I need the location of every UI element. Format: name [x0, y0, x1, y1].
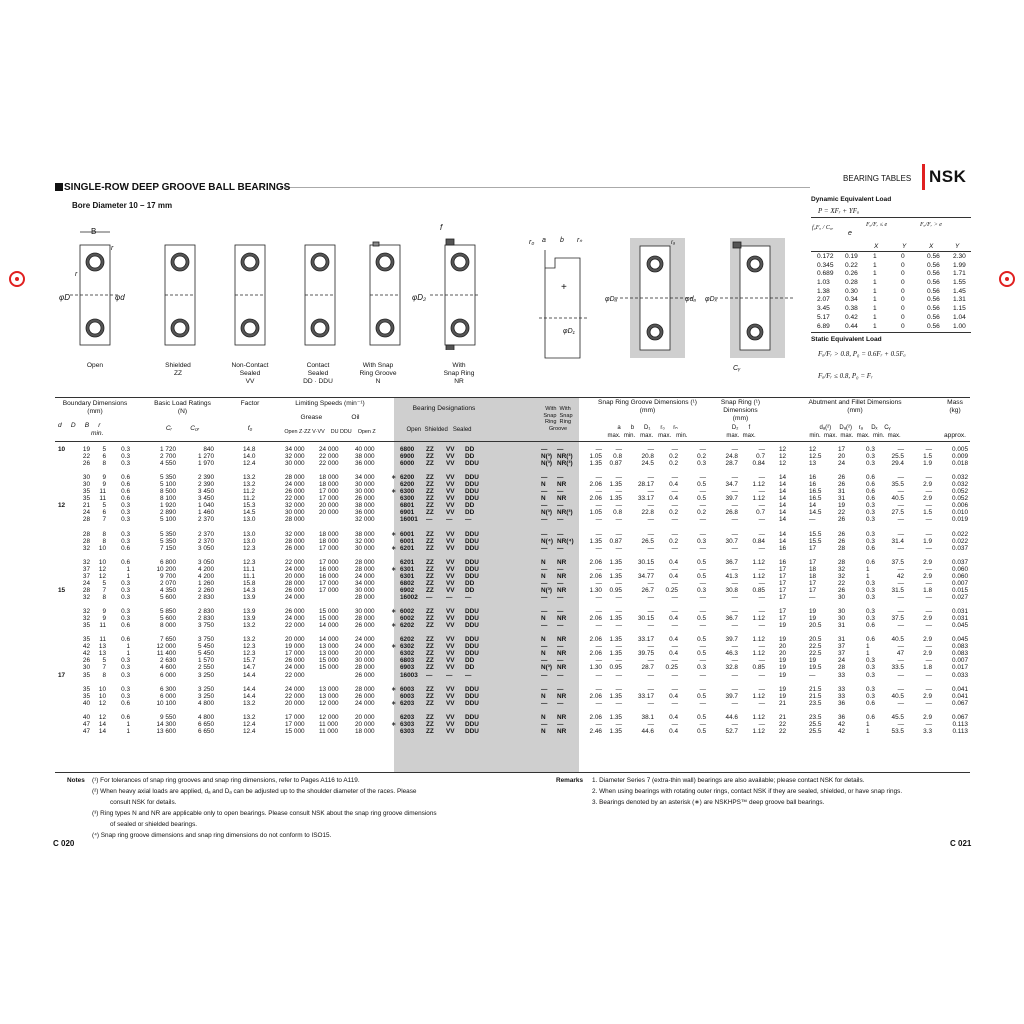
table-head-rule — [55, 441, 970, 442]
load-table-top-rule — [811, 217, 971, 218]
col-CY-max: — 1.5 1.9 — 2.9 — 2.9 — 1.5 — — 1.9 — 2.9 — 2.9 — 1.8 — — 2.9 — 2.9 — 2.9 — 1.8 — — 2.9 — 2.9 — 3.3 — [923, 446, 932, 735]
page-title: SINGLE-ROW DEEP GROOVE BALL BEARINGS — [64, 182, 291, 193]
col-outer-D: 19 22 26 30 30 35 35 21 24 28 28 28 32 32 37 37 24 28 32 32 32 35 35 42 42 26 30 35 35 35 40 40 47 47 — [82, 446, 90, 735]
load-factor-cell: 0.345 — [817, 261, 834, 269]
load-factor-cell: 1 — [873, 261, 877, 269]
hdr-speeds: Limiting Speeds (min⁻¹) — [295, 400, 365, 407]
load-factor-cell: 0.56 — [927, 270, 940, 278]
type-contact-name: Contact — [306, 362, 330, 369]
load-factor-cell: 1 — [873, 322, 877, 330]
static-load-formula-1: Fₐ/Fᵣ > 0.8, P₀ = 0.6Fᵣ + 0.5Fₐ — [818, 350, 906, 358]
load-col-e: e — [848, 230, 852, 237]
page-number-left: C 020 — [53, 839, 75, 848]
svg-text:B: B — [91, 227, 97, 236]
col-snap-N: — N(³) N(³) — N — N — N(³) — — N(⁴) — N — N — N(³) — — N — N — N — N(³) — — N — N — N — [541, 446, 554, 735]
load-factor-cell: 0 — [901, 279, 905, 287]
hdr-boundary: Boundary Dimensions (mm) — [62, 400, 128, 415]
col-groove-b: — 0.8 0.87 — 1.35 — 1.35 — 0.8 — — 0.87 — 1.35 — 1.35 — 0.95 — — 1.35 — 1.35 — 1.35 — 0.95 — — 1.35 — 1.35 — 1.35 — [609, 446, 622, 735]
type-label-snap-groove — [343, 362, 413, 386]
svg-text:φd: φd — [115, 293, 125, 302]
col-ra-max: 0.3 0.3 0.3 0.6 0.6 0.6 0.6 0.3 0.3 0.3 0.3 0.3 0.6 0.6 1 1 0.3 0.3 0.3 0.3 0.3 0.6 0.6 1 1 0.3 0.3 0.3 0.3 0.3 0.6 0.6 1 1 — [866, 446, 875, 735]
load-factor-cell: 1.99 — [953, 261, 966, 269]
dynamic-load-formula: P = XFᵣ + YFₐ — [818, 207, 860, 215]
load-factor-cell: 0 — [901, 253, 905, 260]
load-factor-cell: 0.22 — [845, 261, 858, 269]
groove-detail-drawing — [529, 237, 587, 358]
load-factor-cell: 2.30 — [953, 253, 966, 260]
svg-text:+: + — [561, 282, 567, 293]
load-factor-cell: 0.34 — [845, 296, 858, 304]
type-label-snap-ring — [424, 362, 494, 386]
load-factor-cell: 0.42 — [845, 313, 858, 321]
static-load-formula-2: Fₐ/Fᵣ ≤ 0.8, P₀ = Fᵣ — [818, 372, 873, 380]
load-factor-cell: 0.28 — [845, 279, 858, 287]
load-factor-cell: 0.56 — [927, 279, 940, 287]
svg-text:a: a — [542, 237, 546, 244]
svg-text:r: r — [75, 271, 78, 278]
groove-fillet-drawings — [525, 228, 810, 378]
load-factor-cell: 0.56 — [927, 322, 940, 330]
col-snap-NR: — NR(³) NR(³) — NR — NR — NR(³) — — NR(⁴) — NR — NR — NR — — NR — NR — NR — NR — — NR — NR — NR — [557, 446, 574, 735]
load-factor-cell: 1 — [873, 313, 877, 321]
type-label-noncontact — [215, 362, 285, 386]
hdr-factor: Factor — [240, 400, 260, 407]
remark-1: 1. Diameter Series 7 (extra-thin wall) bearings are also available; please contact NSK for details. — [592, 777, 865, 784]
load-col-le: Fₐ/Fᵣ ≤ e — [866, 222, 888, 228]
col-groove-rN: — 0.2 0.3 — 0.5 — 0.5 — 0.2 — — 0.3 — 0.5 — 0.5 — 0.3 — — 0.5 — 0.5 — 0.5 — 0.3 — — 0.5 — 0.5 — 0.5 — [697, 446, 706, 735]
load-factor-row — [811, 288, 971, 297]
noncontact-bearing-drawing — [235, 245, 265, 345]
load-factor-row — [811, 262, 971, 271]
note-4: (⁴) Snap ring groove dimensions and snap ring dimensions do not conform to ISO15. — [92, 832, 332, 839]
hdr-speeds-sub: Grease Oil — [300, 414, 360, 421]
svg-text:φD: φD — [59, 293, 70, 302]
col-speed-oil: 40 000 38 000 36 000 34 000 30 000 30 000 26 000 38 000 36 000 32 000 38 000 32 000 30 000 28 000 28 000 24 000 34 000 30 000 28 000 30 000 28 000 26 000 24 000 24 000 20 000 30 000 28 000 26 000 28 000 26 000 24 000 20 000 20 000 18 000 — [355, 446, 375, 735]
table-top-rule — [55, 397, 970, 398]
load-table-body — [811, 253, 971, 331]
open-bearing-drawing — [59, 227, 125, 345]
load-factor-cell: 0 — [901, 261, 905, 269]
static-load-title: Static Equivalent Load — [811, 336, 882, 343]
svg-text:φDₓ: φDₓ — [705, 296, 718, 303]
brand-logo: NSK — [929, 167, 967, 186]
load-factor-cell: 0.689 — [817, 270, 834, 278]
hdr-boundary-cols: d D B r min. — [58, 422, 104, 437]
title-square — [55, 183, 63, 191]
load-factor-cell: 1.71 — [953, 270, 966, 278]
bearing-type-drawings — [55, 220, 555, 350]
load-factor-cell: 1.15 — [953, 305, 966, 313]
type-label-shielded — [143, 362, 213, 378]
load-factor-cell: 1 — [873, 270, 877, 278]
note-3: (³) Ring types N and NR are applicable only to open bearings. Please consult NSK about the snap ring groove dimensions — [92, 810, 437, 817]
col-Cr: 1 720 2 700 4 550 5 350 5 100 8 500 8 100 1 920 2 890 5 100 5 350 5 350 7 150 6 800 10 200 9 700 2 070 4 350 5 600 5 850 5 600 8 000 7 650 12 000 11 400 2 630 4 600 6 000 6 300 6 000 10 100 9 550 14 300 13 600 — [156, 446, 176, 735]
load-factor-cell: 1.45 — [953, 287, 966, 295]
load-x2: X — [929, 243, 934, 250]
load-factor-cell: 0.56 — [927, 261, 940, 269]
col-snapring-f: — 0.7 0.84 — 1.12 — 1.12 — 0.7 — — 0.84 — 1.12 — 1.12 — 0.85 — — 1.12 — 1.12 — 1.12 — 0.85 — — 1.12 — 1.12 — 1.12 — [752, 446, 765, 735]
load-factor-cell: 0 — [901, 305, 905, 313]
load-factor-cell: 1.38 — [817, 287, 830, 295]
load-factor-cell: 1.00 — [953, 322, 966, 330]
load-factor-row — [811, 323, 971, 332]
load-table-head-rule — [811, 251, 971, 252]
col-snapring-D2: — 24.8 28.7 — 34.7 — 39.7 — 26.8 — — 30.7 — 36.7 — 41.3 — 30.8 — — 36.7 — 39.7 — 46.3 — 32.8 — — 39.7 — 44.6 — 52.7 — [725, 446, 738, 735]
svg-text:Cᵧ: Cᵧ — [733, 365, 741, 372]
load-factor-row — [811, 314, 971, 323]
load-y2: Y — [955, 243, 960, 250]
page-number-right: C 021 — [950, 839, 972, 848]
hdr-groove: Snap Ring Groove Dimensions (¹) (mm) — [598, 399, 697, 414]
note-1: (¹) For tolerances of snap ring grooves and snap ring dimensions, refer to Pages A116 to A119. — [92, 777, 360, 784]
note-2: (²) When heavy axial loads are applied, dₐ and Dₐ can be adjusted up to the shoulder diameter of the races. Please — [92, 788, 417, 795]
load-x1: X — [874, 243, 879, 250]
load-factor-cell: 3.45 — [817, 305, 830, 313]
load-factor-cell: 0 — [901, 270, 905, 278]
hdr-designation-cols: Open Shielded Sealed — [406, 427, 472, 433]
section-label: BEARING TABLES — [843, 174, 912, 183]
load-factor-cell: 1.04 — [953, 313, 966, 321]
load-factor-cell: 1 — [873, 296, 877, 304]
col-designation-open: 6800 6900 6000 6200 6200 6300 6300 6801 6901 16001 6001 6001 6201 6201 6301 6301 6802 6902 16002 6002 6002 6202 6202 6302 6302 6803 6903 16003 6003 6003 6203 6203 6303 6303 — [400, 446, 418, 735]
load-factor-cell: 5.17 — [817, 313, 830, 321]
abutment-drawing-2 — [705, 238, 795, 372]
load-factor-cell: 0.56 — [927, 305, 940, 313]
hdr-snapring-cols: D₂ f max. max. — [726, 425, 756, 439]
col-Cor: 840 1 270 1 970 2 390 2 390 3 450 3 450 1 040 1 460 2 370 2 370 2 370 3 050 3 050 4 200 4 200 1 260 2 260 2 830 2 830 2 830 3 750 3 750 5 450 5 450 1 570 2 550 3 250 3 250 3 250 4 800 4 800 6 650 6 650 — [198, 446, 214, 735]
col-speed-grease-du: 24 000 22 000 22 000 18 000 18 000 17 000 17 000 20 000 20 000 18 000 18 000 17 000 17 000 16 000 16 000 17 000 17 000 15 000 15 000 14 000 14 000 13 000 13 000 15 000 15 000 13 000 13 000 12 000 12 000 11 000 11 000 — [319, 446, 339, 735]
type-snapring-sub: Snap Ring NR — [443, 370, 475, 385]
col-da-min: 12 12 12 14 14 14 14 14 14 14 14 14 16 16 17 17 17 17 17 17 17 19 19 20 20 19 19 19 19 19 21 21 22 22 — [779, 446, 787, 735]
table-bottom-rule — [55, 772, 970, 773]
load-factor-cell: 1 — [873, 253, 877, 260]
svg-text:r: r — [111, 245, 114, 252]
col-designation-vv: VV VV VV VV VV VV VV VV VV — VV VV VV VV VV VV VV VV — VV VV VV VV VV VV VV VV — VV VV VV VV VV VV — [446, 446, 455, 735]
hdr-speeds-cols: Open Z·ZZ V·VV DU DDU Open Z — [284, 429, 376, 435]
brand-divider — [922, 164, 925, 190]
col-groove-a: — 1.05 1.35 — 2.06 — 2.06 — 1.05 — — 1.35 — 2.06 — 2.06 — 1.30 — — 2.06 — 2.06 — 2.06 — 1.30 — — 2.06 — 2.06 — 2.46 — [589, 446, 602, 735]
load-factor-cell: 1 — [873, 287, 877, 295]
load-factor-cell: 0.44 — [845, 322, 858, 330]
registration-mark-left — [9, 271, 25, 287]
load-table-bottom-rule — [811, 332, 971, 333]
load-factor-cell: 2.07 — [817, 296, 830, 304]
hdr-factor-col: f₀ — [247, 425, 253, 432]
load-factor-cell: 0 — [901, 322, 905, 330]
svg-text:φDₐ: φDₐ — [605, 296, 618, 303]
hdr-mass: Mass (kg) — [947, 399, 963, 414]
load-factor-cell: 0 — [901, 296, 905, 304]
col-designation-shielded: ZZ ZZ ZZ ZZ ZZ ZZ ZZ ZZ ZZ — ZZ ZZ ZZ ZZ ZZ ZZ ZZ ZZ — ZZ ZZ ZZ ZZ ZZ ZZ ZZ ZZ — ZZ ZZ ZZ ZZ ZZ ZZ — [426, 446, 434, 735]
load-factor-cell: 1.55 — [953, 279, 966, 287]
hdr-snap-cols: With With Snap Snap Ring Ring Groove — [543, 406, 573, 432]
hdr-fillet-cols: dₐ(²) Dₐ(²) rₐ Dₓ Cᵧ min. max. max. max. min. max. — [809, 425, 901, 439]
load-factor-cell: 0.38 — [845, 305, 858, 313]
remark-3: 3. Bearings denoted by an asterisk (∗) are NSKHPS™ deep groove ball bearings. — [592, 799, 825, 806]
col-groove-D1: — 20.8 24.5 — 28.17 — 33.17 — 22.8 — — 26.5 — 30.15 — 34.77 — 26.7 — — 30.15 — 33.17 — 39.75 — 28.7 — — 33.17 — 38.1 — 44.6 — [638, 446, 654, 735]
registration-mark-right — [999, 271, 1015, 287]
load-factor-row — [811, 270, 971, 279]
load-factor-cell: 1 — [873, 279, 877, 287]
type-open-name: Open — [86, 362, 104, 369]
header-rule — [280, 187, 810, 188]
col-DX-min: — 25.5 29.4 — 35.5 — 40.5 — 27.5 — — 31.4 — 37.5 — 42 — 31.5 — — 37.5 — 40.5 — 47 — 33.5 — — 40.5 — 45.5 — 53.5 — [891, 446, 904, 735]
load-factor-row — [811, 279, 971, 288]
bore-diameter-label: Bore Diameter 10 – 17 mm — [72, 201, 173, 210]
type-contact-sub: Sealed DD · DDU — [303, 370, 333, 385]
contact-bearing-drawing — [305, 245, 335, 345]
load-factor-row — [811, 305, 971, 314]
type-snapring-name: With — [452, 362, 466, 369]
hdr-snapring: Snap Ring (¹) Dimensions (mm) — [720, 399, 761, 422]
remark-2: 2. When using bearings with rotating outer rings, contact NSK if they are sealed, shielded, or have snap rings. — [592, 788, 903, 795]
load-col-gt: Fₐ/Fᵣ > e — [920, 222, 942, 228]
type-shielded-sub: ZZ — [173, 370, 183, 377]
load-factor-cell: 0.172 — [817, 253, 834, 260]
type-snapgroove-sub: Ring Groove N — [359, 370, 397, 385]
svg-text:φD₁: φD₁ — [563, 328, 575, 335]
dynamic-load-title: Dynamic Equivalent Load — [811, 196, 892, 203]
load-factor-cell: 0 — [901, 313, 905, 321]
load-factor-cell: 0.26 — [845, 270, 858, 278]
load-col-f0: f₀Fₐ / C₀ᵣ — [812, 225, 834, 231]
col-width-B: 5 6 8 9 9 11 11 5 6 7 8 8 10 10 12 12 5 7 8 9 9 11 11 13 13 5 7 8 10 10 12 12 14 14 — [98, 446, 106, 735]
load-factor-cell: 0.56 — [927, 296, 940, 304]
type-noncontact-name: Non-Contact — [231, 362, 269, 369]
load-factor-cell: 1.03 — [817, 279, 830, 287]
load-factor-cell: 1.31 — [953, 296, 966, 304]
svg-text:φdₐ: φdₐ — [685, 296, 696, 303]
load-factor-cell: 6.89 — [817, 322, 830, 330]
col-da-max: 12 12.5 13 16 16 16.5 16.5 14 14.5 — 15.5 15.5 17 17 18 18 17 17 — 19 19 20.5 20.5 22.5 22.5 19 19.5 — 21.5 21.5 23.5 23.5 25.5 25.5 — [809, 446, 822, 735]
svg-text:b: b — [560, 237, 564, 244]
load-factor-cell: 0 — [901, 287, 905, 295]
col-groove-r0: — 0.2 0.2 — 0.4 — 0.4 — 0.2 — — 0.2 — 0.4 — 0.4 — 0.25 — — 0.4 — 0.4 — 0.4 — 0.25 — — 0.4 — 0.4 — 0.4 — [665, 446, 678, 735]
note-2b: consult NSK for details. — [110, 799, 177, 806]
col-mass: 0.005 0.009 0.018 0.032 0.032 0.052 0.052 0.006 0.010 0.019 0.022 0.022 0.037 0.037 0.060 0.060 0.007 0.015 0.027 0.031 0.031 0.045 0.045 0.083 0.083 0.007 0.017 0.033 0.041 0.041 0.067 0.067 0.113 0.113 — [952, 446, 968, 735]
notes-label: Notes — [67, 777, 85, 784]
abutment-drawing-1 — [605, 238, 696, 358]
hdr-mass-col: approx. — [944, 432, 966, 439]
hdr-designations: Bearing Designations — [412, 405, 476, 412]
svg-text:rₐ: rₐ — [671, 240, 676, 246]
type-shielded-name: Shielded — [165, 362, 191, 369]
load-factor-cell: 0.19 — [845, 253, 858, 260]
type-snapgroove-name: With Snap — [362, 362, 394, 369]
svg-text:f: f — [440, 223, 443, 232]
load-factor-cell: 0.30 — [845, 287, 858, 295]
type-noncontact-sub: Sealed VV — [239, 370, 261, 385]
load-factor-row — [811, 296, 971, 305]
load-factor-cell: 0.56 — [927, 313, 940, 321]
col-designation-dd: DD DD DDU DDU DDU DDU DDU DD DD — DDU DDU DDU DDU DDU DDU DD DD — DDU DDU DDU DDU DDU DDU DD DD — DDU DDU DDU DDU DDU DDU — [465, 446, 479, 735]
col-asterisk: ∗ ∗ ∗ ∗ ∗ ∗ ∗ ∗ ∗ ∗ ∗ — [391, 474, 397, 728]
svg-text:r₀: r₀ — [529, 239, 535, 246]
note-3b: of sealed or shielded bearings. — [110, 821, 198, 828]
shielded-bearing-drawing — [165, 245, 195, 345]
hdr-fillet: Abutment and Fillet Dimensions (mm) — [808, 399, 902, 414]
load-factor-row — [811, 253, 971, 262]
hdr-groove-cols: a b D₁ r₀ rₙ max. min. max. max. min. — [607, 425, 688, 439]
hdr-load: Basic Load Ratings (N) — [154, 400, 211, 415]
col-Da-max: 17 20 24 26 26 31 31 19 22 26 26 26 28 28 32 32 22 26 30 30 30 31 31 37 37 24 28 33 33 33 36 36 42 42 — [838, 446, 846, 735]
type-label-open — [60, 362, 130, 370]
load-factor-cell: 0.56 — [927, 253, 940, 260]
load-factor-cell: 1 — [873, 305, 877, 313]
svg-text:φD₂: φD₂ — [412, 293, 427, 302]
snap-groove-bearing-drawing — [370, 242, 400, 345]
load-y1: Y — [902, 243, 907, 250]
col-f0: 14.8 14.0 12.4 13.2 13.2 11.2 11.2 15.3 14.5 13.0 13.0 13.0 12.3 12.3 11.1 11.1 15.8 14.3 13.9 13.9 13.9 13.2 13.2 12.3 12.3 15.7 14.7 14.4 14.4 14.4 13.2 13.2 12.4 12.4 — [243, 446, 256, 735]
col-radius-r: 0.3 0.3 0.3 0.6 0.6 0.6 0.6 0.3 0.3 0.3 0.3 0.3 0.6 0.6 1 1 0.3 0.3 0.3 0.3 0.3 0.6 0.6 1 1 0.3 0.3 0.3 0.3 0.3 0.6 0.6 1 1 — [121, 446, 130, 735]
hdr-load-cols: Cᵣ C₀ᵣ — [165, 425, 200, 432]
svg-text:rₙ: rₙ — [577, 237, 583, 244]
col-bore-d: 10 12 15 17 — [58, 446, 66, 679]
remarks-label: Remarks — [556, 777, 584, 784]
snap-ring-bearing-drawing — [412, 223, 480, 350]
col-speed-grease-open: 34 000 32 000 30 000 28 000 24 000 26 000 22 000 32 000 30 000 28 000 32 000 28 000 26 000 22 000 24 000 20 000 28 000 26 000 24 000 26 000 24 000 22 000 20 000 19 000 17 000 26 000 24 000 22 000 24 000 22 000 20 000 17 000 17 000 15 000 — [285, 446, 305, 735]
load-factor-cell: 0.56 — [927, 287, 940, 295]
